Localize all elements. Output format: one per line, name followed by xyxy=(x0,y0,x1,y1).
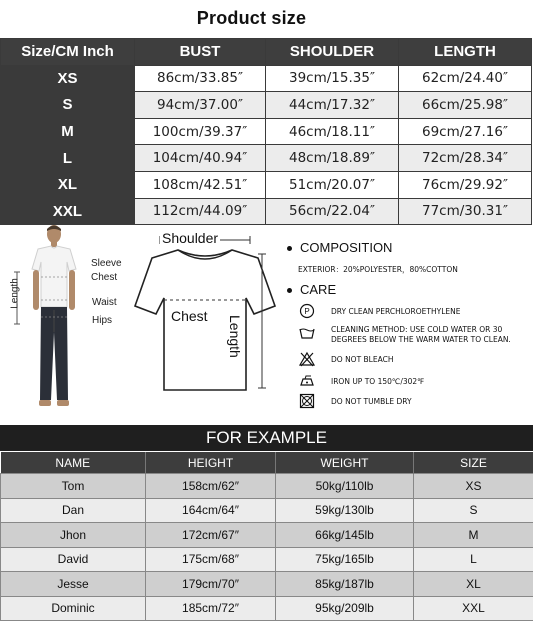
table-row xyxy=(1,547,533,572)
size-cell: XL xyxy=(1,171,135,198)
model-label-length: Length xyxy=(10,277,21,311)
length-cell: 62cm/24.40″ xyxy=(399,65,532,92)
shoulder-cell: 56cm/22.04″ xyxy=(266,198,399,225)
care-text-washing: CLEANING METHOD: USE COLD WATER OR 30 DEGREES BELOW THE WARM WATER TO CLEAN. xyxy=(331,325,531,345)
ex-size-cell: S xyxy=(414,498,533,523)
name-cell: Jhon xyxy=(1,523,146,548)
weight-cell: 75kg/165lb xyxy=(276,547,414,572)
size-cell: S xyxy=(1,92,135,119)
height-cell: 164cm/64″ xyxy=(146,498,276,523)
model-label-hips: Hips xyxy=(92,315,112,326)
composition-text: EXTERIOR：20%POLYESTER，80%COTTON xyxy=(298,264,458,275)
name-cell: David xyxy=(1,547,146,572)
bust-cell: 94cm/37.00″ xyxy=(135,92,266,119)
size-cell: XXL xyxy=(1,198,135,225)
table-row xyxy=(1,596,533,621)
name-cell: Tom xyxy=(1,474,146,499)
weight-cell: 95kg/209lb xyxy=(276,596,414,621)
table-row xyxy=(1,572,533,597)
length-cell: 72cm/28.34″ xyxy=(399,145,532,172)
iron-icon xyxy=(299,373,315,389)
size-cell: XS xyxy=(1,65,135,92)
ex-size-cell: XL xyxy=(414,572,533,597)
care-text-dry-clean: DRY CLEAN PERCHLOROETHYLENE xyxy=(331,307,460,316)
svg-text:P: P xyxy=(304,307,309,316)
header-length: LENGTH xyxy=(399,39,532,66)
shoulder-cell: 44cm/17.32″ xyxy=(266,92,399,119)
size-table-header xyxy=(1,39,532,66)
care-heading-text: CARE xyxy=(300,282,336,297)
bust-cell: 100cm/39.37″ xyxy=(135,118,266,145)
shoulder-cell: 51cm/20.07″ xyxy=(266,171,399,198)
size-cell: M xyxy=(1,118,135,145)
bust-cell: 108cm/42.51″ xyxy=(135,171,266,198)
bust-cell: 86cm/33.85″ xyxy=(135,65,266,92)
no-bleach-icon xyxy=(299,351,315,367)
ex-size-cell: XS xyxy=(414,474,533,499)
table-row xyxy=(1,92,532,119)
table-row xyxy=(1,145,532,172)
weight-cell: 85kg/187lb xyxy=(276,572,414,597)
table-row xyxy=(1,118,532,145)
length-cell: 76cm/29.92″ xyxy=(399,171,532,198)
shirt-label-length: Length xyxy=(227,314,243,359)
no-tumble-dry-icon xyxy=(299,393,315,409)
page-title: Product size xyxy=(0,8,503,29)
care-heading xyxy=(287,282,336,297)
height-cell: 175cm/68″ xyxy=(146,547,276,572)
header-ex-size: SIZE xyxy=(414,452,533,474)
size-table xyxy=(0,38,532,225)
height-cell: 179cm/70″ xyxy=(146,572,276,597)
table-row xyxy=(1,523,533,548)
shoulder-cell: 39cm/15.35″ xyxy=(266,65,399,92)
table-row xyxy=(1,65,532,92)
example-table xyxy=(0,452,533,621)
bust-cell: 104cm/40.94″ xyxy=(135,145,266,172)
shirt-label-chest: Chest xyxy=(171,308,208,324)
header-size: Size/CM Inch xyxy=(1,39,135,66)
table-row xyxy=(1,474,533,499)
composition-heading-text: COMPOSITION xyxy=(300,240,392,255)
model-label-sleeve: Sleeve xyxy=(91,258,122,269)
weight-cell: 59kg/130lb xyxy=(276,498,414,523)
composition-heading xyxy=(287,240,392,255)
shoulder-cell: 48cm/18.89″ xyxy=(266,145,399,172)
ex-size-cell: M xyxy=(414,523,533,548)
wash-30-icon xyxy=(299,325,315,341)
weight-cell: 66kg/145lb xyxy=(276,523,414,548)
care-text-bleach: DO NOT BLEACH xyxy=(331,355,393,364)
height-cell: 172cm/67″ xyxy=(146,523,276,548)
header-weight: WEIGHT xyxy=(276,452,414,474)
height-cell: 158cm/62″ xyxy=(146,474,276,499)
example-banner: FOR EXAMPLE xyxy=(0,425,533,451)
height-cell: 185cm/72″ xyxy=(146,596,276,621)
name-cell: Dan xyxy=(1,498,146,523)
ex-size-cell: XXL xyxy=(414,596,533,621)
name-cell: Jesse xyxy=(1,572,146,597)
shoulder-cell: 46cm/18.11″ xyxy=(266,118,399,145)
bust-cell: 112cm/44.09″ xyxy=(135,198,266,225)
header-bust: BUST xyxy=(135,39,266,66)
example-table-header xyxy=(1,452,533,474)
dry-clean-p-icon xyxy=(299,303,315,319)
model-label-chest: Chest xyxy=(91,272,117,283)
ex-size-cell: L xyxy=(414,547,533,572)
table-row xyxy=(1,498,533,523)
care-text-iron: IRON UP TO 150℃/302℉ xyxy=(331,377,424,386)
header-shoulder: SHOULDER xyxy=(266,39,399,66)
shirt-label-shoulder: Shoulder xyxy=(160,230,220,246)
length-cell: 69cm/27.16″ xyxy=(399,118,532,145)
header-height: HEIGHT xyxy=(146,452,276,474)
model-illustration xyxy=(4,222,94,422)
table-row xyxy=(1,171,532,198)
length-cell: 77cm/30.31″ xyxy=(399,198,532,225)
header-name: NAME xyxy=(1,452,146,474)
weight-cell: 50kg/110lb xyxy=(276,474,414,499)
care-text-tumble: DO NOT TUMBLE DRY xyxy=(331,397,412,406)
table-row xyxy=(1,198,532,225)
model-label-waist: Waist xyxy=(92,297,117,308)
size-cell: L xyxy=(1,145,135,172)
name-cell: Dominic xyxy=(1,596,146,621)
length-cell: 66cm/25.98″ xyxy=(399,92,532,119)
measurement-figure xyxy=(0,222,533,422)
